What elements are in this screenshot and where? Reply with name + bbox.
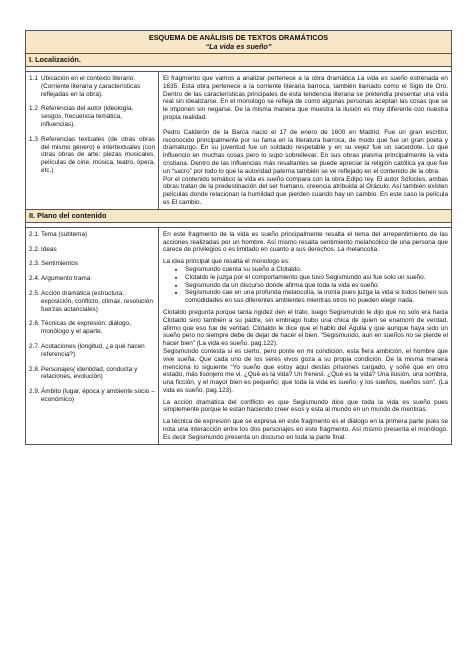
document-subtitle: “La vida es sueño” bbox=[205, 41, 272, 51]
analysis-paragraph: La técnica de expresión que se expresa en este fragmento es el dialogo en la primera parte pues se nota una interacción entre los dos personajes en este fragmento. Así mismo presenta el monólogo. Es decir Segismundo presenta un discurso en toda la parte final. bbox=[163, 418, 448, 441]
analysis-paragraph: Clotaldo pregunta porque tanta rigidez den el trato, luego Segismundo le dijo que no solo era hacia Clotaldo sino también a su padre, sin embrago hubo una chica de quien se enamoró de verdad, afirmo que eso fue de verdad. Clotaldo le dice que el hablo del Águila y que aunque haya sido un sueño pero no siempre debe de dejar de hacer el bien. “Segismundo, aun en sueños no se pierde el hacer bien” (La vida es sueño. pag.122). bbox=[163, 308, 448, 348]
document-title: ESQUEMA DE ANÁLISIS DE TEXTOS DRAMÁTICOS bbox=[148, 33, 329, 42]
section-heading-contenido: II. Plano del contenido bbox=[26, 210, 451, 223]
document-page bbox=[25, 30, 450, 445]
analysis-column bbox=[159, 72, 451, 209]
criteria-column bbox=[26, 72, 159, 209]
analysis-paragraph: La idea principal que resalta el monologo es: bbox=[163, 258, 290, 266]
criteria-item: 2.1. Tema (subtema) bbox=[29, 230, 88, 238]
list-item: • Segismundo cae en una profunda melancolía, la ironía pues juzga la vida si todos tienen sus comodidades en sus diferentes ambientes mientras otros no pueden elegir nada. bbox=[185, 289, 448, 305]
analysis-paragraph: Por el contenido temático la vida es sueño compara con la obra Edipo rey. El autor Sófocles, ambas obras tratan de la predestinación del ser humano, creencia atribuida al Oráculo. Así también existen películas donde relacionan la humildad que pierden cuando hay un cambio. En este caso la película es El cambio. bbox=[163, 175, 448, 206]
criteria-item: 1.2 Referencias del autor (ideología, sesgos, frecuencia temática, influencias). bbox=[29, 105, 134, 128]
criteria-item: 2.9. Ámbito (lugar, época y ambiente socio – económico) bbox=[29, 388, 155, 403]
analysis-paragraph: En este fragmento de la vida es sueño principalmente resalta el tema del arrepentimiento de las acciones realizadas por un hombre. Así mismo resalta sentimiento melancólico de una persona que carece de privilegios o es limitado en cuanto a sus derechos. La melancolía. bbox=[163, 230, 448, 254]
analysis-paragraph: El fragmento que vamos a analizar pertenece a la obra dramática La vida es sueño estrenada en 1635. Esta obra pertenece a la corriente literaria barroca, también llamado como el Siglo de Oro. Dentro de las características principales de esta tendencia literaria se pretendía presentar una vida real sin idealizarse. En el monologo se refleja de como algunas personas aceptan las cosas que se le imponen sin negarse. De la misma manera que muestra la ilusión es muy diferente con nuestra propia realidad. bbox=[163, 75, 448, 121]
criteria-item: 2.6. Técnicas de expresión: diálogo, monólogo y el aparte. bbox=[29, 320, 131, 336]
section-row-contenido bbox=[26, 228, 451, 444]
criteria-item: 2.4. Argumento trama bbox=[29, 275, 91, 283]
analysis-paragraph: La acción dramática del conflicto es que Segismundo dice que toda la vida es sueño pues simplemente porque le están haciendo creer esos y esta al mundo en un mundo de mentiras. bbox=[163, 398, 448, 414]
table-title bbox=[26, 31, 451, 54]
criteria-item: 2.5. Acción dramática (estructura: exposición, conflicto, clímax, resolución fuerzas actanciales) bbox=[29, 289, 153, 313]
ideas-list bbox=[163, 266, 448, 305]
criteria-item: 2.3. Sentimientos bbox=[29, 260, 78, 268]
criteria-item: 2.2. Ideas bbox=[29, 245, 57, 253]
criteria-column bbox=[26, 228, 159, 444]
list-item: • Segismundo da un discurso donde afirma que toda la vida es sueño. bbox=[185, 282, 448, 290]
criteria-item: 2.8. Personajes( identidad, conducta y relaciones, evolución) bbox=[29, 365, 138, 381]
analysis-table bbox=[25, 30, 452, 445]
analysis-paragraph: Segismundo contesta si es cierto, pero ponte en mi condición, esta fiera ambición, el hombre que vive sueña. Que cada uno de los seres vivos goza a su propia condición. De la misma manera menciona lo siguiente “Yo sueño que estoy aquí destas prisiones cargado, y soñé que en otro estado, más lisonjero me vi. ¿Qué es la vida? Un frenesí. ¿Qué es la vida? Una ilusión, una sombra, una ficción, y el mayor bien es pequeño; que toda la vida es sueño, y los sueños, sueños son”. (La vida es sueño. pag.123). bbox=[163, 347, 448, 394]
analysis-paragraph: Pedro Calderón de la Barca nació el 17 de enero de 1600 en Madrid. Fue un gran escritor, reconocido principalmente por su fama en la literatura barroca, de modo que fue un gran poeta y dramaturgo. En su juventud fue un soldado respetable y en su vejez fue un sacerdote. Lo que influencio en muchas cosas pero lo supo sobrellevar. En sus obras plasma principalmente la vida cristiana. Dentro de las influencias más resaltantes se puede apreciar la religión católica ya que fue un “sacro” por todo lo que la autoridad paterna también se ve reflejado en el contenido de la obra. bbox=[163, 128, 448, 175]
list-item: • Clotaldo le juzga por el comportamiento que tuvo Segismundo así fue solo un sueño. bbox=[185, 274, 448, 282]
list-item: • Segismundo cuenta su sueño a Clotaldo. bbox=[185, 266, 448, 274]
criteria-item: 1.3 Referencias textuales (de otras obras del mismo género) e intertextuales (con otras obras de arte: piezas musicales, películas de cine, música, teatro, ópera, etc.) bbox=[29, 135, 155, 174]
criteria-item: 2.7. Acotaciones (longitud, ¿a qué hacen referencia?) bbox=[29, 342, 145, 358]
analysis-column bbox=[159, 228, 451, 444]
section-heading-localizacion: I. Localización. bbox=[26, 54, 451, 67]
section-row-localizacion bbox=[26, 72, 451, 210]
criteria-item: 1.1 Ubicación en el contexto literario. (Corriente literaria y características reflejadas en la obra). bbox=[29, 75, 141, 98]
